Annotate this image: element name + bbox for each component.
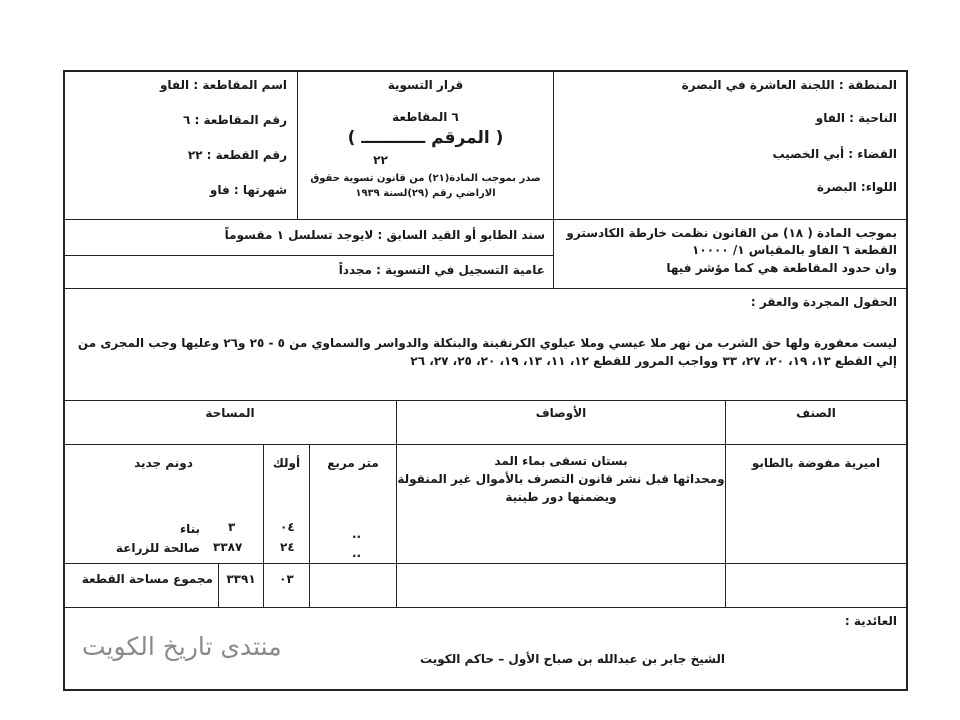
fame-text: شهرتها : فاو [209, 183, 287, 197]
divider [63, 444, 908, 445]
table-row-dunam: ٣٣٨٧ [213, 540, 243, 554]
law-line-2: القطعة ٦ الفاو بالمقياس ١/ ١٠٠٠٠ [692, 243, 897, 257]
desc-line-2: ومحداثها قبل نشر قانون التصرف بالأموال غير المنقولة [397, 472, 725, 486]
sub-olk-header: أولك [272, 456, 301, 470]
table-row-sqm: .. [352, 527, 362, 541]
table-row-olk: ٢٤ [280, 540, 295, 554]
rights-line-2: إلي القطع ١٣، ١٩، ٢٠، ٢٧، ٣٣ وواجب المرور للقطع ١٢، ١١، ١٣، ١٩، ٢٠، ٢٥، ٢٧، ٢٦ [410, 354, 897, 368]
sector-line: ٦ المقاطعة [392, 110, 459, 124]
table-row-label: بناء [179, 522, 200, 536]
sub-sqm-header: متر مربع [327, 456, 379, 470]
county-text: القضاء : أبي الخصيب [772, 147, 897, 161]
law-line-1: بموجب المادة ( ١٨) من القانون نظمت خارطة الكادسترو [566, 226, 897, 240]
sub-dunam-header: دونم جديد [134, 456, 193, 470]
law-line-3: وان حدود المقاطعة هي كما مؤشر فيها [666, 261, 897, 275]
forum-watermark: منتدى تاريخ الكويت [82, 632, 282, 661]
land-type-value: اميرية مفوضة بالطابو [751, 456, 881, 470]
ownership-label: العائدية : [844, 614, 897, 628]
table-row-dunam: ٣ [228, 520, 236, 534]
col-type-header: الصنف [796, 406, 836, 420]
rights-line-1: ليست معقورة ولها حق الشرب من نهر ملا عيسي وملا عيلوي الكرنقينة والبنكلة والدواسر والسماوي من ٥ - ٢٥ و٢٦ وعليها وجب المجرى من [77, 336, 897, 350]
col-area-header: المساحة [205, 406, 255, 420]
owner-text: الشيخ جابر بن عبدالله بن صباح الأول – حاكم الكويت [420, 652, 725, 666]
divider [63, 607, 908, 608]
divider [63, 288, 908, 289]
divider [63, 219, 908, 220]
region-text: المنطقة : اللجنة العاشرة في البصرة [681, 78, 897, 92]
table-row-label: صالحة للزراعة [115, 541, 200, 555]
rights-heading: الحقول المجردة والعقر : [750, 295, 897, 309]
district-text: الناحية : الفاو [815, 111, 897, 125]
total-dunam: ٣٣٩١ [226, 572, 256, 586]
number-value: ٢٢ [373, 153, 388, 167]
divider [63, 400, 908, 401]
issued-line-1: صدر بموجب المادة(٢١) من قانون تسوية حقوق [310, 173, 541, 184]
registration-text: عامية التسجيل في التسوية : مجدداً [338, 263, 545, 277]
divider [725, 400, 726, 608]
decision-title: قرار التسوية [387, 78, 464, 92]
province-text: اللواء: البصرة [816, 180, 897, 194]
table-row-olk: ٠٤ [280, 520, 295, 534]
divider [63, 563, 908, 564]
desc-line-1: بستان تسقى بماء المد [494, 454, 628, 468]
plot-number-text: رقم القطعة : ٢٢ [187, 148, 287, 162]
sector-number-text: رقم المقاطعة : ٦ [183, 113, 287, 127]
number-line: ( المرقم ـــــــــــ ) [347, 128, 504, 148]
total-label: مجموع مساحة القطعة [81, 572, 213, 586]
sector-name-text: اسم المقاطعة : الفاو [159, 78, 287, 92]
tabu-deed-text: سند الطابو أو القيد السابق : لايوجد تسلسل ١ مقسوماً [224, 228, 545, 242]
col-desc-header: الأوصاف [535, 406, 587, 420]
divider [63, 255, 553, 256]
total-olk: ٠٣ [279, 572, 294, 586]
divider [396, 400, 397, 608]
desc-line-3: ويضمنها دور طينية [505, 490, 617, 504]
issued-line-2: الاراضي رقم (٢٩)لسنة ١٩٣٩ [355, 188, 496, 199]
settlement-decision-form [63, 70, 908, 691]
table-row-sqm: .. [352, 546, 362, 560]
